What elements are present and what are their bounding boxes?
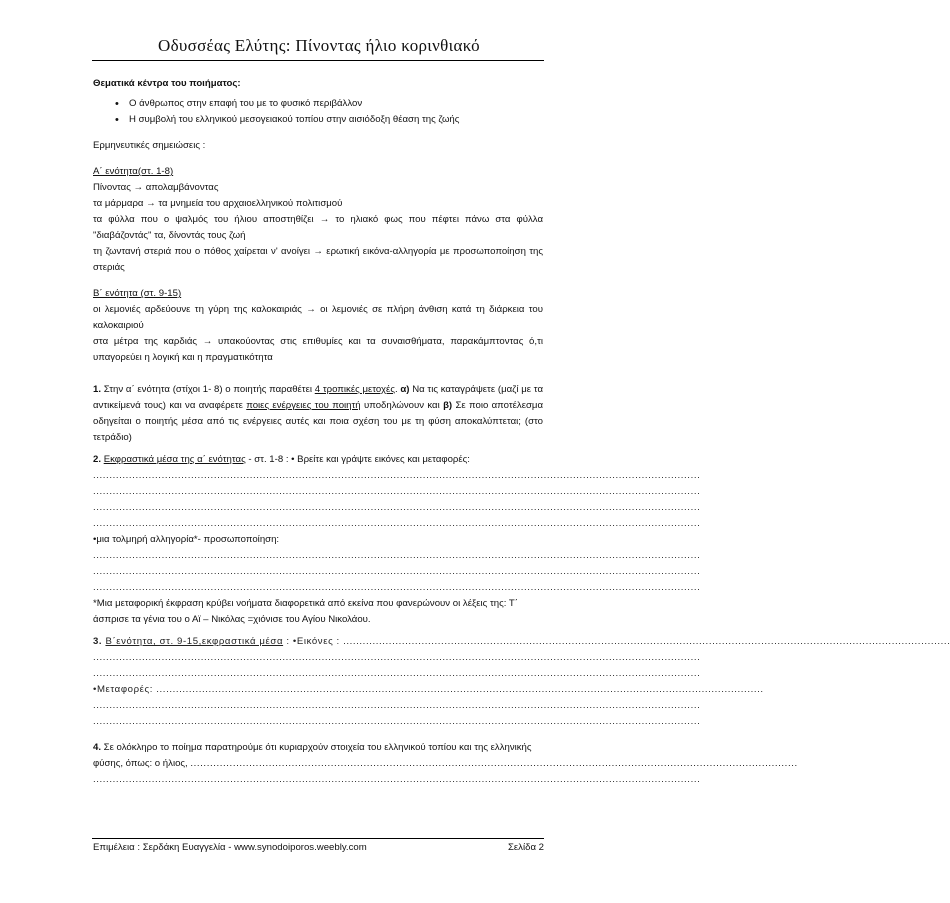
section-b-line: στα μέτρα της καρδιάς → υπακούοντας στις επιθυμίες και τα συναισθήματα, παρακάμπτοντας ό,τι υπαγορεύει η λογική και η πραγματικότητα [93,336,543,363]
question-part-b: β) [443,400,453,411]
answer-line[interactable]: .......................................................................................................................................................................................... [93,486,701,497]
question-4 [93,740,798,772]
answer-line[interactable]: .......................................................................................................................................................................................... [93,668,701,679]
question-text: - στ. 1-8 : • Βρείτε και γράψτε εικόνες και μεταφορές: [245,454,470,465]
answer-line[interactable]: .......................................................................................................................................................................................... [93,700,701,711]
answer-line[interactable]: .......................................................................................................................................................................................... [93,518,701,529]
answer-line[interactable]: .......................................................................................................................................................................................... [93,652,701,663]
question-text: . [394,384,401,395]
footnote-text: *Μια μεταφορική έκφραση κρύβει νοήματα διαφορετικά από εκείνα που φανερώνουν οι λέξεις της: Τ΄ άσπρισε τα γένια του ο Αϊ – Νικόλας = [93,598,518,625]
question-number: 1. [93,384,102,395]
document-body [93,76,950,788]
section-b-line: οι λεμονιές αρδεύουνε τη γύρη της καλοκαιριάς → οι λεμονιές σε πλήρη άνθιση κατά τη διάρκεια του καλοκαιριού [93,304,543,331]
theme-item: • Η συμβολή του ελληνικού μεσογειακού τοπίου στην αισιόδοξη θέαση της ζωής [93,112,543,128]
section-a-line: τη ζωντανή στεριά που ο πόθος χαίρεται ν' ανοίγει → ερωτική εικόνα-αλληγορία με προσωποποίηση της στεριάς [93,246,543,273]
question-number: 4. [93,742,102,753]
header-rule [92,60,544,61]
footnote-text: χιόνισε του Αγίου Νικολάου. [253,614,371,625]
question-text: Σε ποιο αποτέλεσμα οδηγείται ο ποιητής μέσα από τις ενέργειες αυτές και ποια σχέση του με τη φύση αποκαλύπτεται; (στο τετράδιο) [93,400,543,443]
section-a-line: Πίνοντας → απολαμβάνοντας [93,182,219,193]
answer-line[interactable]: .......................................................................................................................................................................................... [190,758,798,769]
question-number: 2. [93,454,102,465]
question-text: υποδηλώνουν και [360,400,444,411]
themes-list [93,96,543,128]
question-emphasis: ποιες ενέργειες του ποιητή [246,400,361,411]
question-3 [93,634,950,650]
section-a-title: Α΄ ενότητα(στ. 1-8) [93,166,174,177]
answer-line[interactable]: .......................................................................................................................................................................................... [93,716,701,727]
question-part-a: α) [400,384,410,395]
question-2 [93,452,543,468]
allegory-prompt: •μια τολμηρή αλληγορία*- προσωποποίηση: [93,534,280,545]
theme-item: • Ο άνθρωπος στην επαφή του με το φυσικό περιβάλλον [93,96,543,112]
answer-line[interactable]: .......................................................................................................................................................................................... [343,636,950,647]
footnote [93,596,543,628]
question-text: Στην α΄ ενότητα (στίχοι 1- 8) ο ποιητής παραθέτει [101,384,315,395]
page-number: Σελίδα 2 [507,842,544,853]
question-1 [93,382,543,446]
answer-line[interactable]: .......................................................................................................................................................................................... [93,502,701,513]
section-b-title: Β΄ ενότητα (στ. 9-15) [93,288,182,299]
question-text: Να τις καταγράψετε (μαζί με τα αντικείμενά τους) και να αναφέρετε [93,384,543,411]
footer-rule [92,838,544,839]
answer-line[interactable]: .......................................................................................................................................................................................... [93,582,701,593]
metaphors-prompt [93,682,764,698]
answer-line[interactable]: .......................................................................................................................................................................................... [93,470,701,481]
question-emphasis: Β΄ενότητα, στ. 9-15,εκφραστικά μέσα [105,636,284,647]
question-emphasis: Εκφραστικά μέσα της α΄ ενότητας [103,454,246,465]
page-title: Οδυσσέας Ελύτης: Πίνοντας ήλιο κορινθιακό [158,36,480,55]
section-a-line: τα φύλλα που ο ψαλμός του ήλιου αποστηθίζει → το ηλιακό φως που πέφτει πάνω στα φύλλα "διαβάζοντάς" τα, δίνοντάς τους ζωή [93,214,543,241]
section-a-line: τα μάρμαρα → τα μνημεία του αρχαιοελληνικού πολιτισμού [93,198,343,209]
notes-heading: Ερμηνευτικές σημειώσεις : [93,140,206,151]
footer-credit: Επιμέλεια : Σερδάκη Ευαγγελία - www.synodoiporos.weebly.com [93,842,367,853]
question-emphasis: 4 τροπικές μετοχές [314,384,395,395]
question-text: : •Εικόνες : [283,636,344,647]
answer-line[interactable]: .......................................................................................................................................................................................... [156,684,764,695]
answer-line[interactable]: .......................................................................................................................................................................................... [93,566,701,577]
themes-heading: Θεματικά κέντρα του ποιήματος: [93,78,241,89]
question-text: •Μεταφορές: [93,684,157,695]
answer-line[interactable]: .......................................................................................................................................................................................... [93,550,701,561]
question-text: Σε ολόκληρο το ποίημα παρατηρούμε ότι κυριαρχούν στοιχεία του ελληνικού τοπίου και της ελληνικής φύσης, όπως: ο ήλιος, [93,742,532,769]
question-number: 3. [93,636,103,647]
answer-line[interactable]: .......................................................................................................................................................................................... [93,774,701,785]
